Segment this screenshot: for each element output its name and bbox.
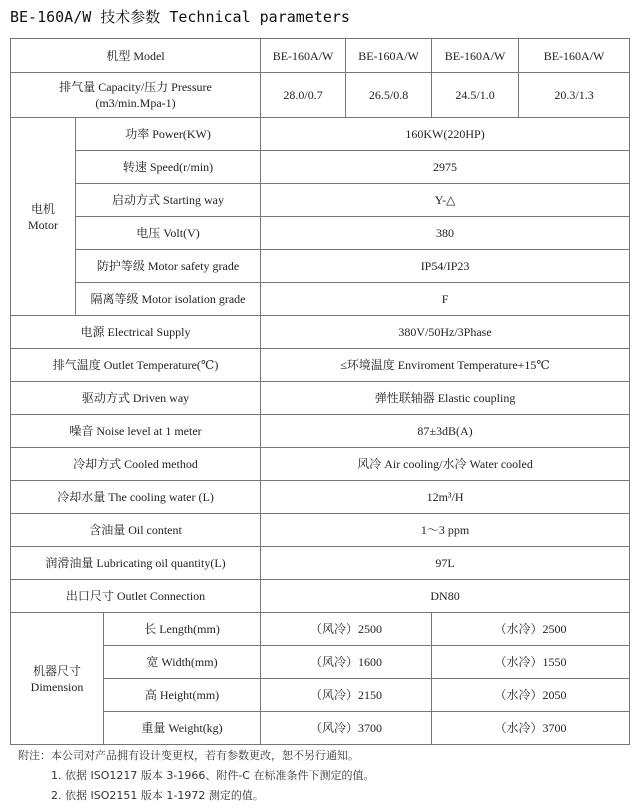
model-cell: BE-160A/W — [346, 39, 432, 73]
dimension-row-label: 宽 Width(mm) — [104, 646, 261, 679]
dimension-row-label: 高 Height(mm) — [104, 679, 261, 712]
general-row-value: 380V/50Hz/3Phase — [261, 316, 630, 349]
footnote-intro: 附注：本公司对产品拥有设计变更权，若有参数更改，恕不另行通知。 — [18, 749, 359, 762]
general-row-label: 冷却方式 Cooled method — [11, 448, 261, 481]
motor-row-label: 隔离等级 Motor isolation grade — [76, 283, 261, 316]
general-row-value: DN80 — [261, 580, 630, 613]
capacity-label-line2: (m3/min.Mpa-1) — [95, 96, 176, 110]
general-row — [11, 481, 630, 514]
general-row — [11, 415, 630, 448]
dimension-row-label: 长 Length(mm) — [104, 613, 261, 646]
dimension-group-label-en: Dimension — [30, 679, 84, 694]
general-row — [11, 349, 630, 382]
motor-row-value: F — [261, 283, 630, 316]
model-cell: BE-160A/W — [261, 39, 346, 73]
motor-group-label — [11, 118, 76, 316]
model-label: 机型 Model — [11, 39, 261, 73]
motor-row-label: 转速 Speed(r/min) — [76, 151, 261, 184]
motor-row — [11, 250, 630, 283]
page-title: BE-160A/W 技术参数 Technical parameters — [10, 8, 350, 26]
capacity-cell: 24.5/1.0 — [432, 73, 519, 118]
motor-row — [11, 151, 630, 184]
general-row — [11, 514, 630, 547]
motor-row — [11, 217, 630, 250]
capacity-cell: 26.5/0.8 — [346, 73, 432, 118]
dimension-water-value: （水冷）1550 — [432, 646, 630, 679]
model-row — [11, 39, 630, 73]
general-row — [11, 547, 630, 580]
motor-row-label: 启动方式 Starting way — [76, 184, 261, 217]
general-row-label: 出口尺寸 Outlet Connection — [11, 580, 261, 613]
dimension-air-value: （风冷）1600 — [261, 646, 432, 679]
model-cell: BE-160A/W — [519, 39, 630, 73]
general-row-label: 噪音 Noise level at 1 meter — [11, 415, 261, 448]
dimension-air-value: （风冷）2150 — [261, 679, 432, 712]
general-row-value: 风冷 Air cooling/水冷 Water cooled — [261, 448, 630, 481]
capacity-label-line1: 排气量 Capacity/压力 Pressure — [59, 80, 212, 94]
footnote-item: 2. 依据 ISO2151 版本 1-1972 测定的值。 — [51, 789, 264, 802]
general-row-value: 97L — [261, 547, 630, 580]
motor-row-value: Y-△ — [261, 184, 630, 217]
dimension-row — [11, 646, 630, 679]
motor-row-label: 防护等级 Motor safety grade — [76, 250, 261, 283]
capacity-cell: 20.3/1.3 — [519, 73, 630, 118]
capacity-row — [11, 73, 630, 118]
dimension-row — [11, 679, 630, 712]
general-row-label: 排气温度 Outlet Temperature(℃) — [11, 349, 261, 382]
general-row-label: 润滑油量 Lubricating oil quantity(L) — [11, 547, 261, 580]
motor-row-value: 160KW(220HP) — [261, 118, 630, 151]
general-row-label: 驱动方式 Driven way — [11, 382, 261, 415]
general-row — [11, 382, 630, 415]
dimension-air-value: （风冷）3700 — [261, 712, 432, 745]
motor-row — [11, 118, 630, 151]
general-row — [11, 580, 630, 613]
capacity-label — [11, 73, 261, 118]
footnote-item: 1. 依据 ISO1217 版本 3-1966、附件-C 在标准条件下测定的值。 — [51, 769, 375, 782]
motor-group-label-en: Motor — [28, 217, 58, 232]
motor-group-label-zh: 电机 — [30, 201, 55, 216]
motor-row-value: IP54/IP23 — [261, 250, 630, 283]
general-row-label: 电源 Electrical Supply — [11, 316, 261, 349]
motor-row-label: 功率 Power(KW) — [76, 118, 261, 151]
dimension-water-value: （水冷）2050 — [432, 679, 630, 712]
model-cell: BE-160A/W — [432, 39, 519, 73]
dimension-row-label: 重量 Weight(kg) — [104, 712, 261, 745]
general-row-value: 87±3dB(A) — [261, 415, 630, 448]
capacity-cell: 28.0/0.7 — [261, 73, 346, 118]
general-row-value: 弹性联轴器 Elastic coupling — [261, 382, 630, 415]
dimension-air-value: （风冷）2500 — [261, 613, 432, 646]
motor-row — [11, 283, 630, 316]
general-row — [11, 316, 630, 349]
general-row-value: 1～3 ppm — [261, 514, 630, 547]
motor-row-value: 380 — [261, 217, 630, 250]
dimension-row — [11, 613, 630, 646]
motor-row — [11, 184, 630, 217]
general-row-label: 冷却水量 The cooling water (L) — [11, 481, 261, 514]
dimension-water-value: （水冷）3700 — [432, 712, 630, 745]
motor-row-value: 2975 — [261, 151, 630, 184]
footnotes — [18, 746, 374, 806]
general-row-value: ≤环境温度 Enviroment Temperature+15℃ — [261, 349, 630, 382]
dimension-group-label — [11, 613, 104, 745]
dimension-row — [11, 712, 630, 745]
spec-table — [10, 38, 630, 745]
general-row-value: 12m³/H — [261, 481, 630, 514]
general-row — [11, 448, 630, 481]
motor-row-label: 电压 Volt(V) — [76, 217, 261, 250]
dimension-group-label-zh: 机器尺寸 — [32, 663, 81, 678]
general-row-label: 含油量 Oil content — [11, 514, 261, 547]
dimension-water-value: （水冷）2500 — [432, 613, 630, 646]
